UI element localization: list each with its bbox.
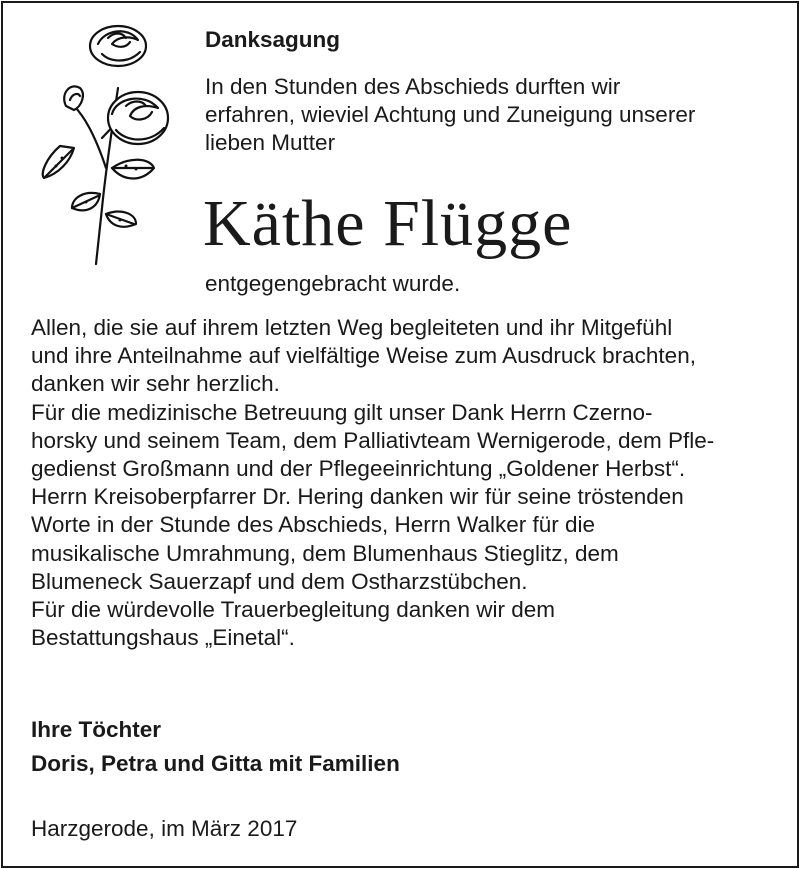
signature-line-2: Doris, Petra und Gitta mit Familien bbox=[31, 751, 400, 776]
intro-line-3: lieben Mutter bbox=[205, 130, 336, 155]
intro-line-2: erfahren, wieviel Achtung und Zuneigung unserer bbox=[205, 102, 696, 127]
intro-line-1: In den Stunden des Abschieds durften wir bbox=[205, 74, 621, 99]
body-line: danken wir sehr herzlich. bbox=[31, 371, 280, 397]
signature-line-1: Ihre Töchter bbox=[31, 717, 162, 742]
body-text bbox=[31, 314, 714, 652]
place-date: Harzgerode, im März 2017 bbox=[31, 816, 298, 841]
body-line: Für die medizinische Betreuung gilt unser Dank Herrn Czerno- bbox=[31, 399, 653, 425]
body-line: musikalische Umrahmung, dem Blumenhaus Stieglitz, dem bbox=[31, 540, 619, 566]
deceased-name: Käthe Flügge bbox=[203, 187, 573, 260]
body-line: und ihre Anteilnahme auf vielfältige Weise zum Ausdruck brachten, bbox=[31, 343, 696, 369]
body-line: Worte in der Stunde des Abschieds, Herrn Walker für die bbox=[31, 512, 596, 538]
body-line: Herrn Kreisoberpfarrer Dr. Hering danken wir für seine tröstenden bbox=[31, 484, 684, 510]
body-line: Für die würdevolle Trauerbegleitung danken wir dem bbox=[31, 596, 556, 622]
heading: Danksagung bbox=[205, 27, 341, 52]
body-line: gedienst Großmann und der Pflegeeinrichtung „Goldener Herbst“. bbox=[31, 455, 686, 481]
body-line: horsky und seinem Team, dem Palliativteam Wernigerode, dem Pfle- bbox=[31, 427, 715, 453]
body-line: Bestattungshaus „Einetal“. bbox=[31, 625, 295, 651]
after-name-line: entgegengebracht wurde. bbox=[205, 271, 461, 296]
rose-icon bbox=[26, 18, 176, 268]
body-line: Blumeneck Sauerzapf und dem Ostharzstübchen. bbox=[31, 568, 528, 594]
body-line: Allen, die sie auf ihrem letzten Weg begleiteten und ihr Mitgefühl bbox=[31, 315, 673, 340]
